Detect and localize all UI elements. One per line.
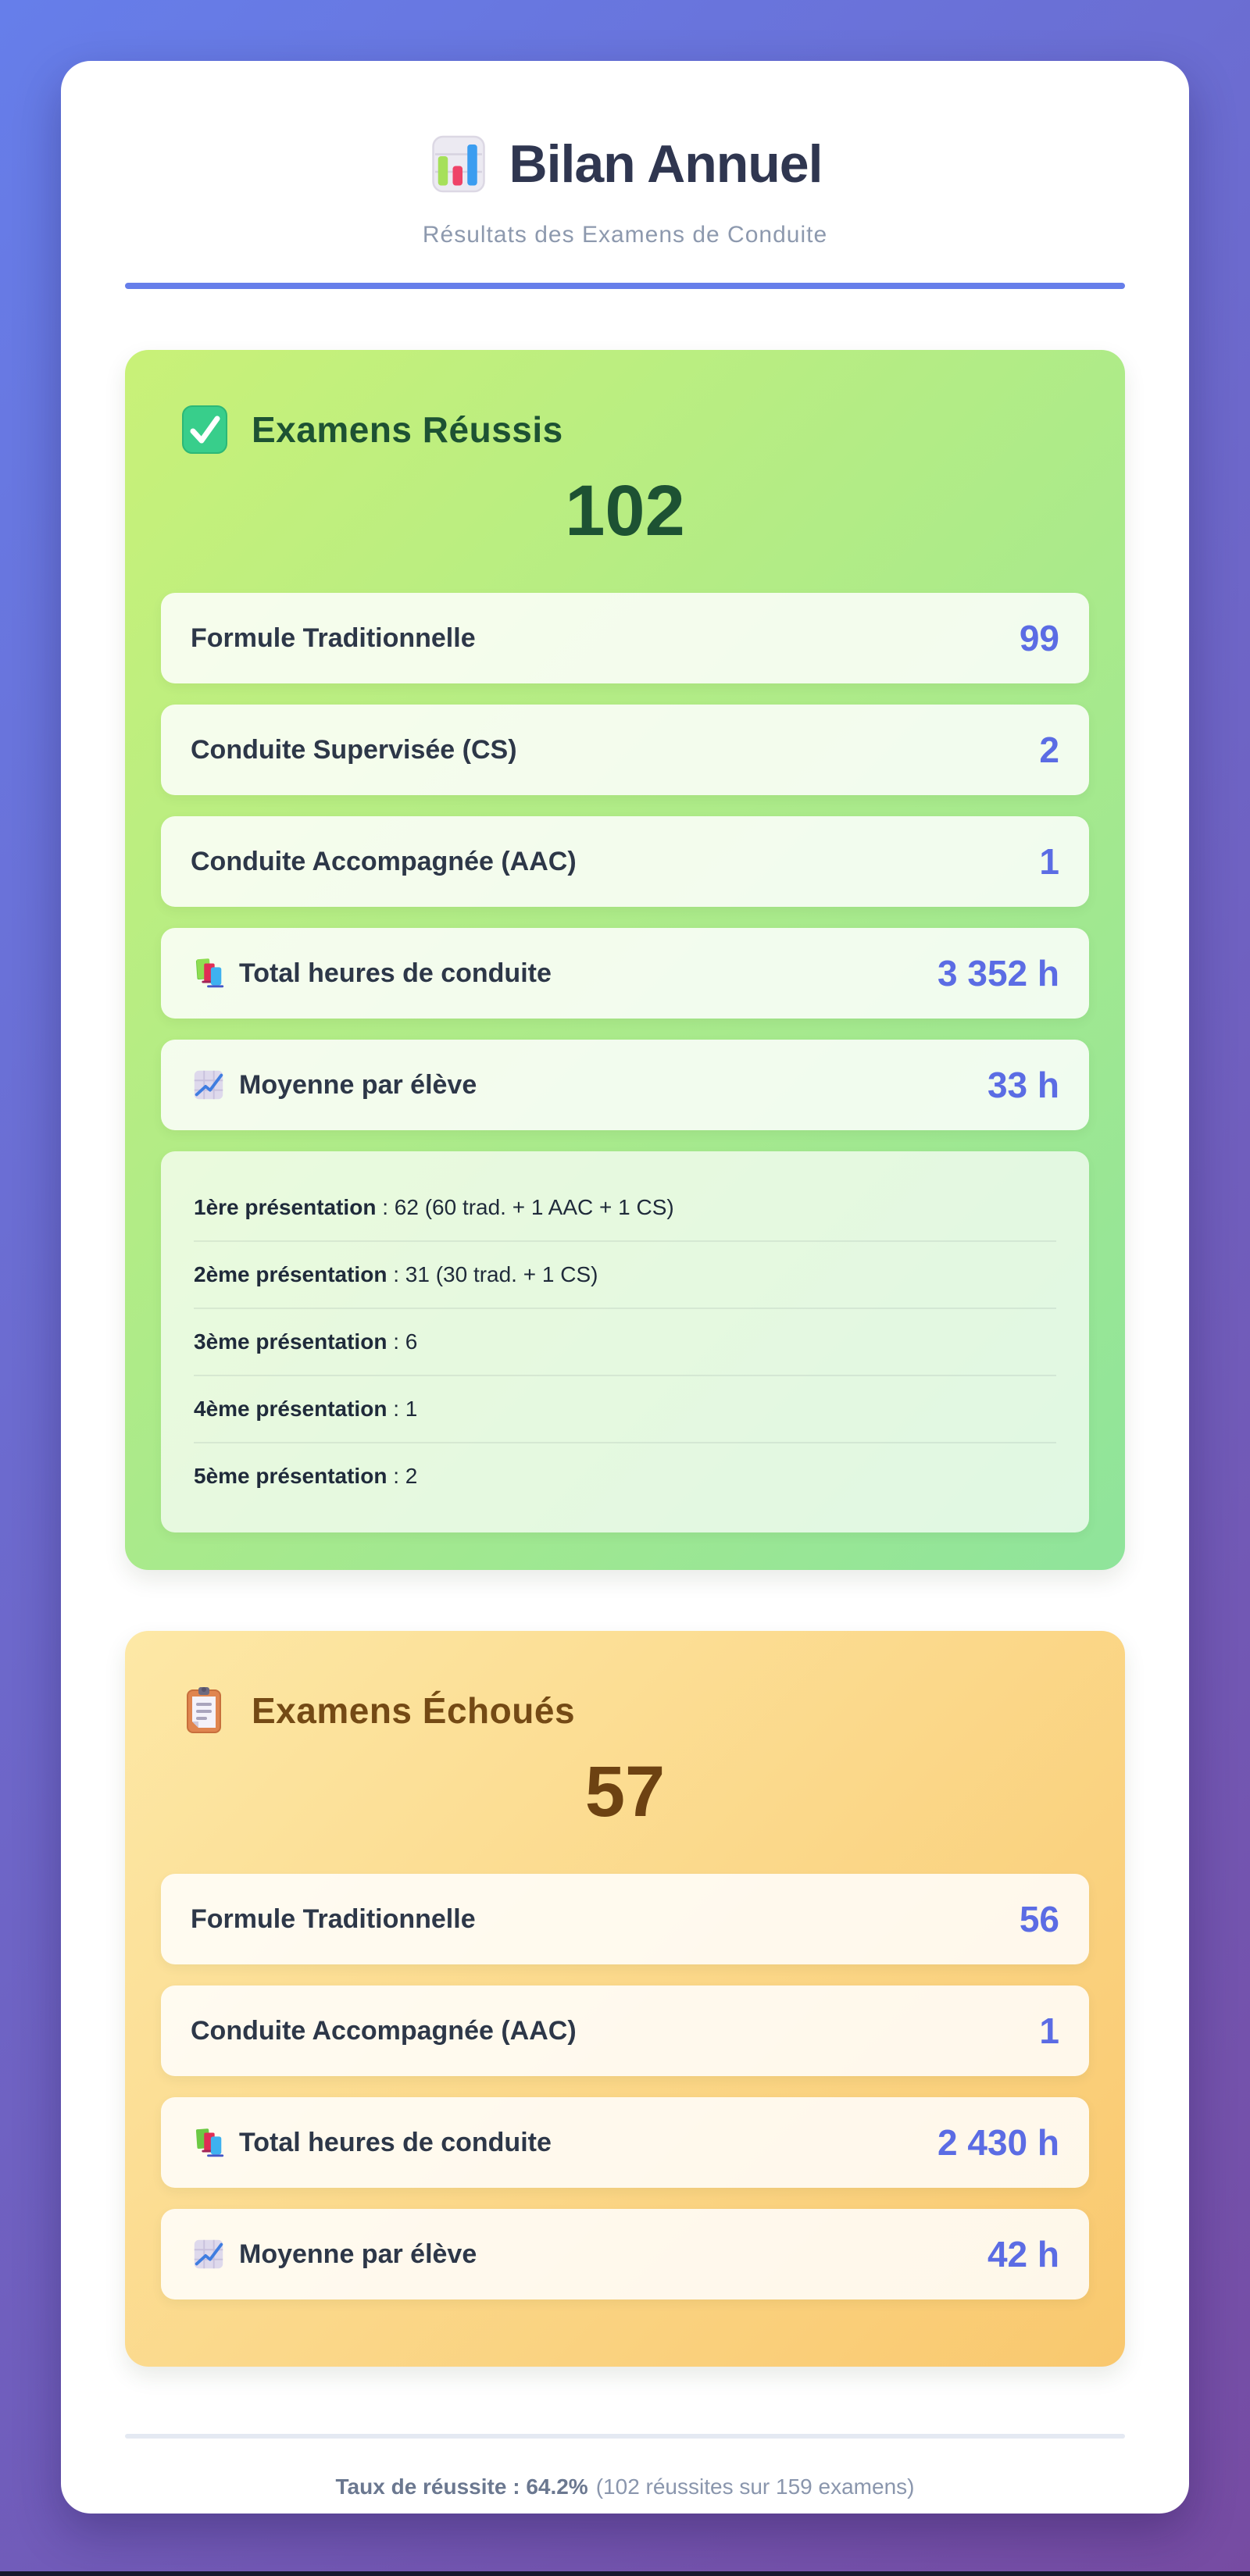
stat-label: Conduite Accompagnée (AAC) <box>191 846 577 876</box>
stat-row-passed-total-heures <box>161 928 1089 1019</box>
page-title: Bilan Annuel <box>509 134 823 194</box>
stat-value: 33 h <box>987 1065 1059 1105</box>
stat-row-passed-traditionnelle <box>161 593 1089 683</box>
page-subtitle: Résultats des Examens de Conduite <box>422 222 828 248</box>
header <box>125 61 1125 195</box>
stat-row-failed-traditionnelle <box>161 1874 1089 1964</box>
passed-total: 102 <box>565 471 685 551</box>
success-rate-detail: (102 réussites sur 159 examens) <box>595 2474 915 2499</box>
presentation-label: 3ème présentation <box>194 1329 388 1354</box>
screen-bottom-edge <box>0 2571 1250 2576</box>
presentation-label: 5ème présentation <box>194 1464 388 1488</box>
presentation-row-4: 4ème présentation : 1 <box>194 1375 1056 1442</box>
stat-label: Moyenne par élève <box>239 1069 477 1100</box>
presentation-row-5: 5ème présentation : 2 <box>194 1442 1056 1509</box>
presentation-label: 4ème présentation <box>194 1397 388 1421</box>
header-divider <box>125 283 1125 289</box>
stat-label: Conduite Accompagnée (AAC) <box>191 2015 577 2046</box>
stat-label: Total heures de conduite <box>239 958 552 988</box>
stat-value: 1 <box>1039 2010 1059 2051</box>
failed-total: 57 <box>584 1752 666 1832</box>
footer-divider <box>125 2434 1125 2439</box>
books-icon <box>191 2125 227 2160</box>
chart-increasing-icon <box>191 1067 227 1103</box>
stat-value: 56 <box>1019 1899 1059 1939</box>
stat-value: 3 352 h <box>938 953 1059 994</box>
presentation-value: 31 (30 trad. + 1 CS) <box>405 1262 598 1286</box>
stat-label: Conduite Supervisée (CS) <box>191 734 517 765</box>
stat-row-passed-supervisee <box>161 705 1089 795</box>
presentation-label: 2ème présentation <box>194 1262 388 1286</box>
stat-value: 42 h <box>987 2234 1059 2275</box>
stat-row-failed-total-heures <box>161 2097 1089 2188</box>
books-icon <box>191 955 227 991</box>
success-rate-value: Taux de réussite : 64.2% <box>335 2474 588 2499</box>
stat-row-passed-moyenne <box>161 1040 1089 1130</box>
chart-increasing-icon <box>191 2236 227 2272</box>
stat-label: Formule Traditionnelle <box>191 1903 476 1934</box>
stat-value: 99 <box>1019 618 1059 658</box>
presentation-row-3: 3ème présentation : 6 <box>194 1308 1056 1375</box>
presentation-row-2: 2ème présentation : 31 (30 trad. + 1 CS) <box>194 1240 1056 1308</box>
failed-section-header <box>161 1686 1089 1736</box>
presentation-value: 6 <box>405 1329 418 1354</box>
stat-value: 2 <box>1039 730 1059 770</box>
stat-row-failed-accompagnee <box>161 1986 1089 2076</box>
presentation-value: 2 <box>405 1464 418 1488</box>
stat-label: Moyenne par élève <box>239 2239 477 2269</box>
presentation-value: 62 (60 trad. + 1 AAC + 1 CS) <box>394 1195 674 1219</box>
stat-row-passed-accompagnee <box>161 816 1089 907</box>
passed-section-header <box>161 405 1089 455</box>
stat-label: Total heures de conduite <box>239 2127 552 2157</box>
failed-section-title: Examens Échoués <box>252 1690 576 1731</box>
check-mark-icon <box>180 405 230 455</box>
report-card <box>61 61 1189 2514</box>
failed-section <box>125 1631 1125 2367</box>
presentation-label: 1ère présentation <box>194 1195 377 1219</box>
stat-row-failed-moyenne <box>161 2209 1089 2299</box>
presentation-row-1: 1ère présentation : 62 (60 trad. + 1 AAC + 1 CS) <box>194 1195 674 1219</box>
stat-value: 2 430 h <box>938 2122 1059 2163</box>
passed-section-title: Examens Réussis <box>252 409 563 450</box>
success-rate <box>125 2474 1125 2499</box>
presentation-breakdown <box>161 1151 1089 1532</box>
passed-section <box>125 350 1125 1570</box>
clipboard-icon <box>180 1686 230 1736</box>
bar-chart-icon <box>427 133 490 195</box>
stat-label: Formule Traditionnelle <box>191 623 476 653</box>
stat-value: 1 <box>1039 841 1059 882</box>
presentation-value: 1 <box>405 1397 418 1421</box>
